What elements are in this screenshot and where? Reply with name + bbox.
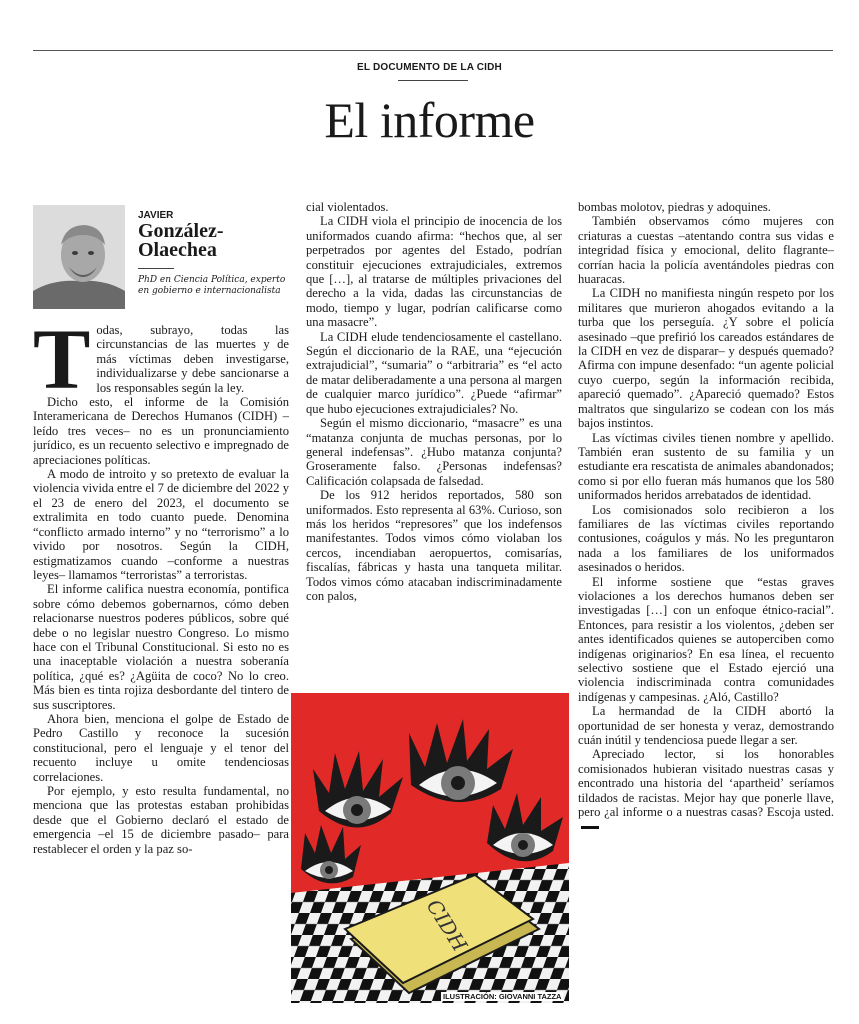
article-paragraph: Las víctimas civiles tienen nombre y apellido. También eran sustento de su familia y un estudiante era rescatista de animales abandonados; como si por ello fueran más humanos que los 580 uniformados heridos arrebatados de identidad. (578, 430, 834, 503)
article-paragraph: cial violentados. (306, 200, 389, 214)
illustration-credit: ILUSTRACIÓN: GIOVANNI TAZZA (443, 992, 562, 1001)
article-paragraph: El informe califica nuestra economía, pontifica sobre cómo debemos gobernarnos, cómo deben relacionarse nuestros poderes públicos, sobre qué debe o no legislar nuestro Congreso. Lo mismo hace con el Tribunal Constitucional. Si esto no es una inaceptable violación a nuestra soberanía política, ¿qué es? ¿Agüita de coco? No lo creo. Más bien es tinta rojiza desbordante del tintero de sus suscriptores. (33, 582, 289, 712)
byline-rule (138, 268, 174, 269)
article-paragraph: La CIDH no manifiesta ningún respeto por los militares que murieron ahogados evitando a la turba que los perseguía. ¿Y sobre el policía asesinado –que prefirió los careados estándares de la CIDH en vez de disparar– y después quemado? Afirma con impune desenfado: “un agente policial cuyo cuerpo, según la información recibida, apareció quemado”. ¿Apareció quemado? Estos maltratos que singularizo se codean con los más bajos instintos. (578, 286, 834, 431)
article-paragraph: Por ejemplo, y esto resulta fundamental, no menciona que las protestas estaban prohibidas desde que el Gobierno declaró el estado de emergencia –el 15 de diciembre pasado– para restablecer el orden y la paz so- (33, 784, 289, 856)
article-paragraph: De los 912 heridos reportados, 580 son uniformados. Esto representa al 63%. Curioso, son más los heridos “represores” que los indefensos manifestantes. Todos vimos cómo violaban los cercos, incendiaban aeropuertos, comisarías, fiscalías, fábricas y hasta una tanqueta militar. Todos vimos cómo atacaban indiscriminadamente con palos, (306, 488, 562, 603)
author-role: PhD en Ciencia Política, experto en gobierno e internacionalista (138, 275, 286, 296)
article-paragraph: También observamos cómo mujeres con criaturas a cuestas –atentando contra sus vidas e integridad física y emocional, delito flagrante– corrían hacia la policía aventándoles piedras con huaracas. (578, 214, 834, 287)
book-label: CIDH (421, 894, 473, 956)
top-rule (33, 50, 833, 51)
end-mark (581, 826, 599, 829)
article-paragraph: El informe sostiene que “estas graves violaciones a los derechos humanos deben ser investigadas […] con un enfoque étnico-racial”. Entonces, para resistir a los violentos, ¿deben ser antes identificados quienes se autoperciben como indígenas originarios? En esa línea, el recuento selectivo sostiene que el Estado ejerció una violencia indiscriminada contra comunidades indígenas y campesinas. ¿Aló, Castillo? (578, 574, 834, 704)
illustration (291, 693, 569, 1003)
article-column-3 (578, 200, 834, 1005)
article-paragraph: A modo de introito y so pretexto de evaluar la violencia vivida entre el 7 de diciembre del 2022 y el 23 de enero del 2023, el documento se extralimita en todo cuanto puede. Denomina “conflicto armado interno” y no “terrorismo” a lo vivido por nosotros. Según la CIDH, estigmatizamos cuando –conforme a nuestras leyes– llamamos “terroristas” a terroristas. (33, 467, 289, 582)
author-photo (33, 205, 125, 309)
article-paragraph: La CIDH viola el principio de inocencia de los uniformados cuando afirma: “hechos que, al ser perpetrados por agentes del Estado, podrían constituir ejecuciones extrajudiciales, extremos que […], al tratarse de múltiples privaciones del derecho a la vida, dadas las circunstancias de modo, tiempo y lugar, podrían calificarse como una masacre”. (306, 214, 562, 330)
article-paragraph: Los comisionados solo recibieron a los familiares de las víctimas civiles reportando contusiones, coágulos y más. No les preguntaron nada a los familiares de los uniformados asesinados o heridos. (578, 502, 834, 575)
article-paragraph: La hermandad de la CIDH abortó la oportunidad de ser honesta y veraz, demostrando cuán inútil y tendenciosa puede llegar a ser. (578, 704, 834, 748)
article-paragraph: Apreciado lector, si los honorables comisionados hubieran visitado nuestras casas y encontrado una historia del ‘apartheid’ seríamos tildados de racistas. Mejor hay que ponerle llave, pero ¿al informe o a nuestras casas? Escoja usted. (578, 747, 834, 833)
section-kicker: EL DOCUMENTO DE LA CIDH (357, 62, 502, 73)
author-first-name: JAVIER (138, 210, 174, 221)
article-column-2 (306, 200, 562, 670)
author-last-name: González-Olaechea (138, 220, 224, 261)
article-paragraph: Ahora bien, menciona el golpe de Estado de Pedro Castillo y reconoce la sucesión constitucional, pero el lenguaje y el tenor del recuento incluye u omite tendenciosas correlaciones. (33, 711, 289, 784)
drop-cap: T (33, 323, 91, 407)
article-paragraph: Según el mismo diccionario, “masacre” es una “matanza conjunta de muchas personas, por lo general indefensas”. ¿Hubo matanza conjunta? Groseramente falso. ¿Personas indefensas? Calificación colapsada de falsedad. (306, 416, 562, 488)
article-paragraph: Todas, subrayo, todas las circunstancias de las muertes y de más víctimas deben investigarse, individualizarse y debe sancionarse a los responsables según la ley. (33, 323, 289, 407)
kicker-rule (398, 80, 468, 81)
article-column-1 (33, 323, 289, 1003)
article-paragraph: Dicho esto, el informe de la Comisión Interamericana de Derechos Humanos (CIDH) –leído tres veces– no es un pronunciamiento jurídico, es un recuento selectivo e impregnado de apreciaciones políticas. (33, 395, 289, 467)
headline: El informe (324, 92, 535, 148)
article-paragraph: La CIDH elude tendenciosamente el castellano. Según el diccionario de la RAE, una “ejecución extrajudicial”, “sumaria” o “arbitraria” es “el acto de matar deliberadamente a una persona al margen de cualquier marco jurídico”. ¿Puede “afirmar” que hubo ejecuciones extrajudiciales? No. (306, 329, 562, 416)
article-paragraph: bombas molotov, piedras y adoquines. (578, 200, 771, 214)
